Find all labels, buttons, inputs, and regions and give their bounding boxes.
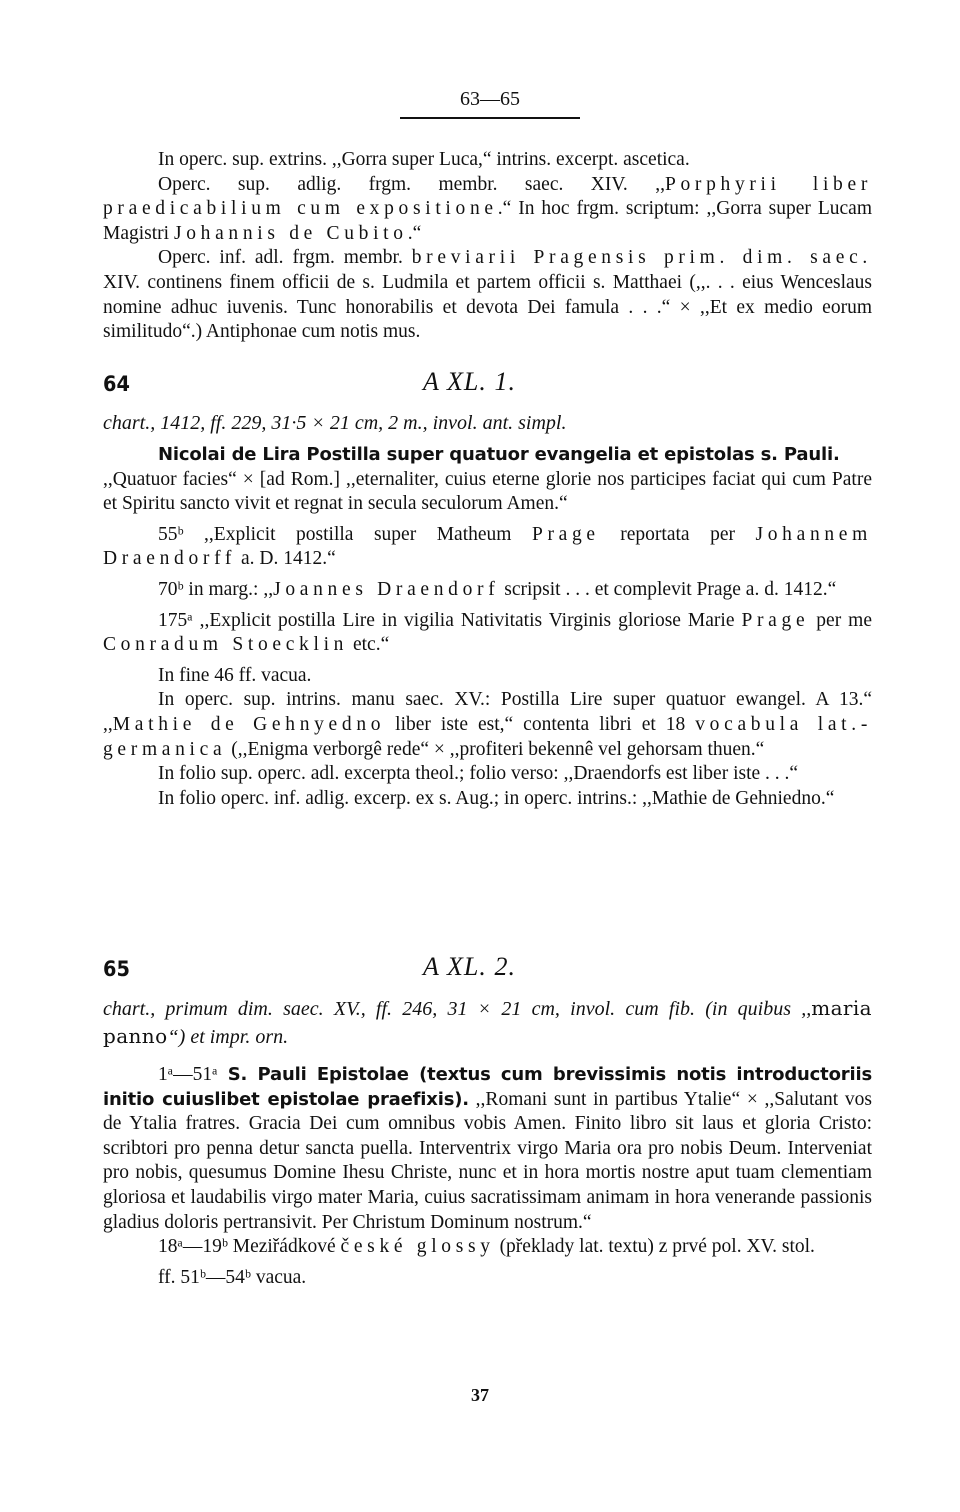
incipit-explicit: ,,Quatuor facies“ × [ad Rom.] ,,eternaliter, cuius eterne glorie nos participes faciat qui cum Patre et Spiritu sancto vivit et regnat in secula seculorum Amen.“ [103,468,872,515]
entry-64 [103,367,873,811]
entry-63 [103,148,872,345]
note-folio-sup: In folio sup. operc. adl. excerpta theol.; folio verso: ,,Draendorfs est liber iste . . .“ [158,763,799,785]
entry-65-heading [103,952,872,995]
shelfmark: A XL. 1. [423,367,517,396]
work-title: S. Pauli Epistolae (textus cum brevissimis notis introductoriis initio cuiuslibet epistolae praefixis). [103,1064,872,1110]
running-head-rule [400,117,580,119]
note-folio-inf: In folio operc. inf. adlig. excerp. ex s. Aug.; in operc. intrins.: ,,Mathie de Gehniedno.“ [158,787,835,809]
spaced-text: Johannis de Cubito [173,222,408,244]
page-number: 37 [471,1385,489,1405]
epistolae-paragraph: 1ᵃ—51ᵃ S. Pauli Epistolae (textus cum brevissimis notis introductoriis initio cuiuslibet epistolae praefixis). ,,Romani sunt in partibus Ytalie“ × ,,Salutant vos de Ytalia fratres. Gracia Dei cum omnibus vobis Amen. Finito libro sit laus et gloria Cristo: scribtori pro penna detur sancta puella. Interventrix virgo Maria ora pro nobis Deum. Interveniat pro nobis, quesumus Domine Ihesu Christe, nunc et in hora mortis nostre aput tuam clementiam gloriosa et laudabilis virgo mater Maria, cuius sacratissimam animam in hora venerande passionis gladius doloris pertransivit. Per Christum Dominum nostrum.“ [103,1064,872,1233]
glosses-note: 18ᵃ—19ᵇ Meziřádkové české glossy (překlady lat. textu) z prvé pol. XV. stol. [158,1236,815,1258]
vacua-note: ff. 51ᵇ—54ᵇ vacua. [158,1266,307,1288]
entry-64-heading [103,367,872,410]
spaced-text: Porphyrii liber praedicabilium cum expositione [103,173,872,220]
entry-number: 64 [103,372,130,396]
shelfmark: A XL. 2. [423,952,517,981]
entry-number: 65 [103,957,130,981]
entry-63-para-3: Operc. inf. adl. frgm. membr. breviarii Pragensis prim. dim. saec. XIV. continens finem officii de s. Ludmila et partem officii s. Matthaei (,,. . . eius Wenceslaus nomine adhuc iuvenis. Tunc honorabilis et devota Dei famula . . .“ × ,,Et ex medio eorum similitudo“.) Antiphonae cum notis mus. [103,247,872,343]
running-head: 63—65 [460,88,520,110]
physical-description: chart., primum dim. saec. XV., ff. 246, 31 × 21 cm, invol. cum fib. (in quibus ,,maria panno“) et impr. orn. [103,996,872,1048]
entry-63-line-1: In operc. sup. extrins. ,,Gorra super Luca,“ intrins. excerpt. ascetica. [158,149,690,170]
spaced-text: breviarii Pragensis prim. dim. saec. [411,247,872,269]
physical-description: chart., 1412, ff. 229, 31·5 × 21 cm, 2 m., invol. ant. simpl. [103,412,567,434]
colophon-55: 55ᵇ ,,Explicit postilla super Matheum Prage reportata per Johannem Draendorff a. D. 1412.“ [103,523,872,570]
work-title: Nicolai de Lira Postilla super quatuor evangelia et epistolas s. Pauli. [158,444,840,465]
blackletter-text: maria panno [103,996,872,1048]
note-operc-sup: In operc. sup. intrins. manu saec. XV.: Postilla Lire super quatuor ewangel. A 13.“ ,,Mathie de Gehnyedno liber iste est,“ contenta libri et 18 vocabula lat.-germanica (,,Enigma verborgê rede“ × ,,profiteri bekennê vel gehorsam thuen.“ [103,689,873,760]
note-70: 70ᵇ in marg.: ,,Joannes Draendorf scripsit . . . et complevit Prage a. d. 1412.“ [158,578,837,600]
entry-63-para-2: Operc. sup. adlig. frgm. membr. saec. XIV. ,,Porphyrii liber praedicabilium cum expositione.“ In hoc frgm. scriptum: ,,Gorra super Lucam Magistri Johannis de Cubito.“ [103,173,872,244]
note-fine: In fine 46 ff. vacua. [158,664,312,686]
colophon-175: 175ᵃ ,,Explicit postilla Lire in vigilia Nativitatis Virginis gloriose Marie Prage per me Conradum Stoecklin etc.“ [103,609,872,656]
entry-65 [103,952,872,1290]
